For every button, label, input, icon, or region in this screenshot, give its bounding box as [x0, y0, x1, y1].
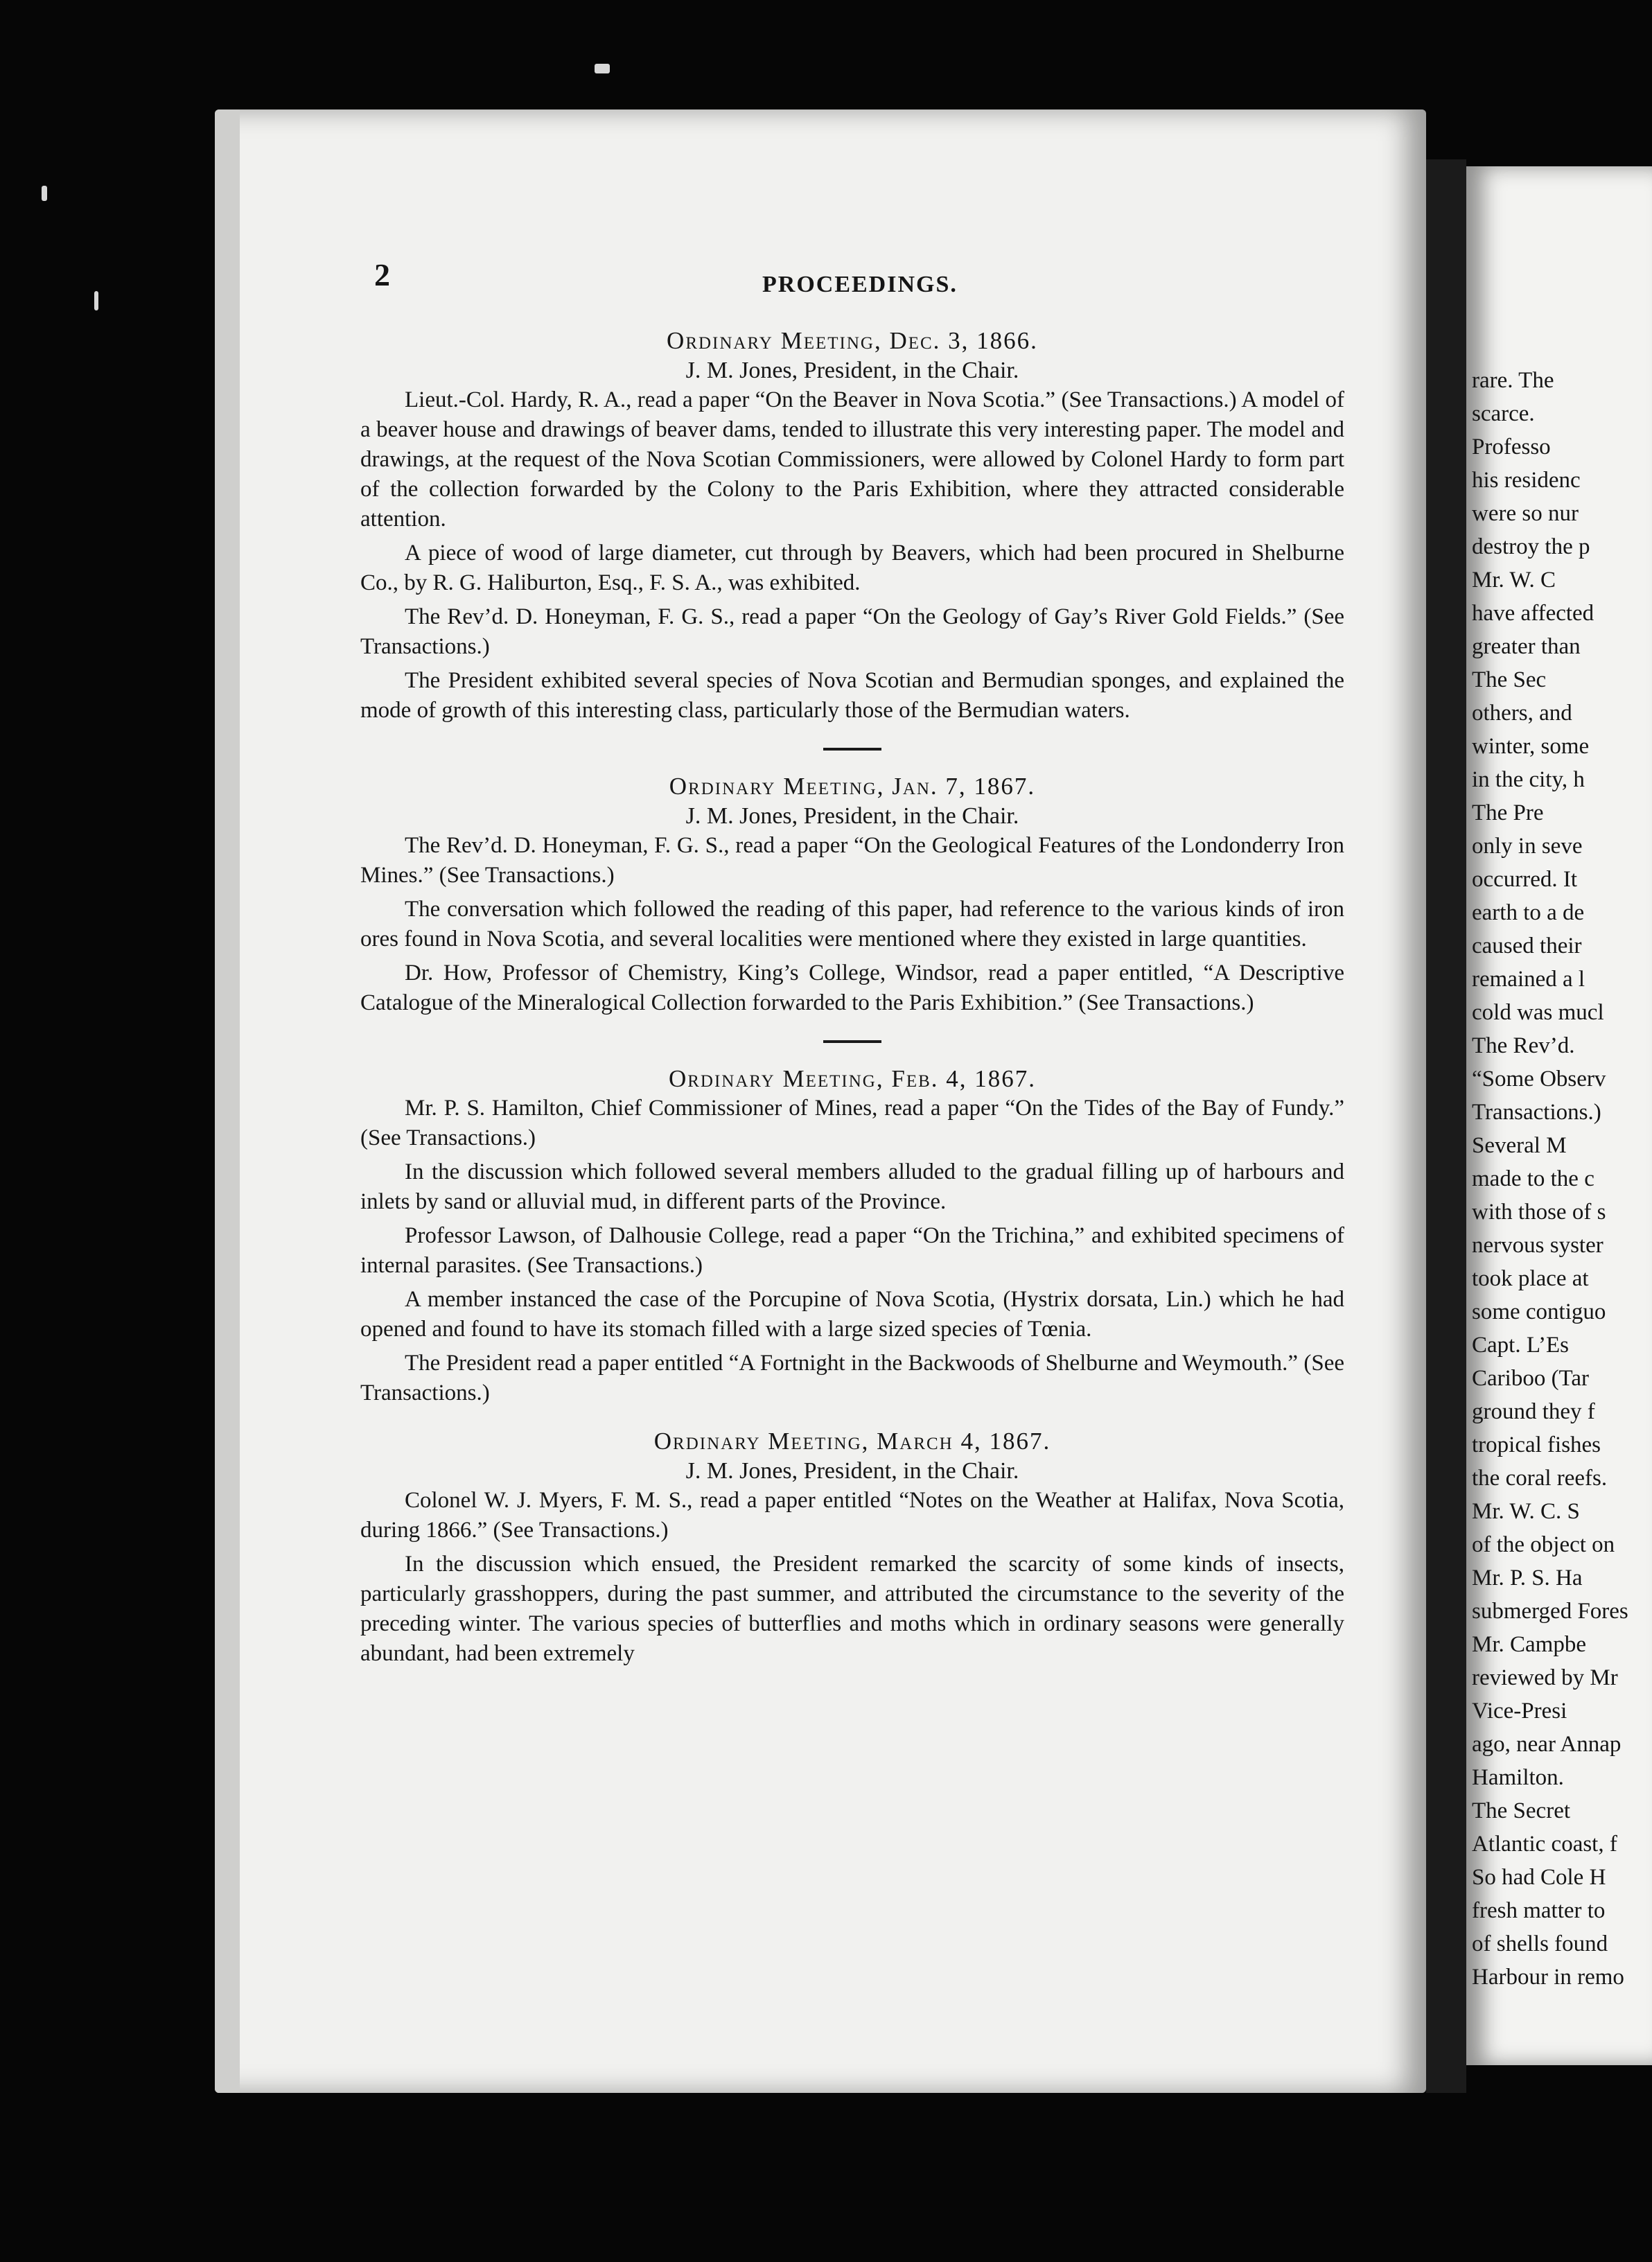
meeting-heading: Ordinary Meeting, Feb. 4, 1867.: [668, 1065, 1037, 1092]
meeting-section: [360, 1064, 1344, 1408]
text-line: earth to a de: [1472, 900, 1585, 925]
paragraph: A member instanced the case of the Porcupine of Nova Scotia, (Hystrix dorsata, Lin.) which he had opened and found to have its stomach filled with a large sized species of Tœnia.: [360, 1287, 1344, 1342]
text-line: destroy the p: [1472, 534, 1590, 559]
text-line: The Sec: [1472, 667, 1547, 692]
paragraph: In the discussion which ensued, the President remarked the scarcity of some kinds of insects, particularly grasshoppers, during the past summer, and attributed the circumstance to the severity of the preceding winter. The various species of butterflies and moths which in ordinary seasons were generally abundant, had been extremely: [360, 1552, 1344, 1666]
text-line: ground they f: [1472, 1399, 1595, 1424]
paragraph: Colonel W. J. Myers, F. M. S., read a paper entitled “Notes on the Weather at Halifax, Nova Scotia, during 1866.” (See Transactions.): [360, 1488, 1344, 1543]
text-line: Capt. L’Es: [1472, 1333, 1569, 1358]
text-line: Professo: [1472, 435, 1551, 459]
text-line: nervous syster: [1472, 1233, 1603, 1258]
text-line: made to the c: [1472, 1166, 1594, 1191]
text-line: Harbour in remo: [1472, 1965, 1624, 1990]
text-line: some contiguo: [1472, 1299, 1606, 1324]
text-line: tropical fishes: [1472, 1432, 1601, 1457]
text-line: in the city, h: [1472, 767, 1585, 792]
text-line: rare. The: [1472, 368, 1554, 393]
meeting-section: [360, 1426, 1344, 1669]
text-line: have affected: [1472, 601, 1594, 626]
paragraph: Lieut.-Col. Hardy, R. A., read a paper “On the Beaver in Nova Scotia.” (See Transactions.) A model of a beaver house and drawings of beaver dams, tended to illustrate this very interesting paper. The model and drawings, at the request of the Nova Scotian Commissioners, were allowed by Colonel Hardy to form part of the collection forwarded by the Colony to the Paris Exhibition, where they attracted considerable attention.: [360, 387, 1344, 532]
text-line: The Pre: [1472, 800, 1544, 825]
text-line: winter, some: [1472, 734, 1590, 759]
text-line: Hamilton.: [1472, 1765, 1564, 1790]
text-line: with those of s: [1472, 1200, 1606, 1225]
chair-line: J. M. Jones, President, in the Chair.: [685, 1458, 1019, 1484]
margin-speck: [42, 186, 47, 201]
text-line: submerged Fores: [1472, 1599, 1628, 1624]
text-line: Atlantic coast, f: [1472, 1832, 1617, 1857]
meeting-section: [360, 326, 1344, 726]
meeting-heading: Ordinary Meeting, Dec. 3, 1866.: [667, 327, 1038, 354]
paragraph: Dr. How, Professor of Chemistry, King’s College, Windsor, read a paper entitled, “A Descriptive Catalogue of the Mineralogical Collection forwarded to the Paris Exhibition.” (See Transactions.): [360, 961, 1344, 1015]
paragraph: The Rev’d. D. Honeyman, F. G. S., read a paper “On the Geology of Gay’s River Gold Fields.” (See Transactions.): [360, 604, 1344, 659]
text-line: Mr. P. S. Ha: [1472, 1566, 1583, 1590]
text-line: others, and: [1472, 701, 1572, 726]
page-number: 2: [374, 257, 390, 292]
text-line: Mr. W. C. S: [1472, 1499, 1580, 1524]
text-line: remained a l: [1472, 967, 1585, 992]
text-line: scarce.: [1472, 401, 1535, 426]
book-gutter: [1426, 159, 1466, 2093]
page-edge: [215, 109, 240, 2093]
section-divider: [823, 748, 881, 751]
section-divider: [823, 1040, 881, 1043]
text-line: of the object on: [1472, 1532, 1615, 1557]
text-line: greater than: [1472, 634, 1581, 659]
text-line: only in seve: [1472, 834, 1583, 859]
paragraph: The President exhibited several species of Nova Scotian and Bermudian sponges, and explained the mode of growth of this interesting class, particularly those of the Bermudian waters.: [360, 668, 1344, 723]
text-line: Vice-Presi: [1472, 1699, 1567, 1724]
left-page-text: [360, 326, 1344, 1673]
meeting-heading: Ordinary Meeting, March 4, 1867.: [653, 1428, 1051, 1455]
text-line: The Secret: [1472, 1798, 1571, 1823]
margin-speck: [94, 291, 98, 310]
page-header: [374, 256, 1358, 305]
meeting-heading: Ordinary Meeting, Jan. 7, 1867.: [669, 773, 1036, 800]
text-line: Cariboo (Tar: [1472, 1366, 1590, 1391]
text-line: So had Cole H: [1472, 1865, 1606, 1890]
paragraph: The Rev’d. D. Honeyman, F. G. S., read a paper “On the Geological Features of the Londonderry Iron Mines.” (See Transactions.): [360, 833, 1344, 888]
running-head: PROCEEDINGS.: [762, 272, 958, 297]
paragraph: A piece of wood of large diameter, cut through by Beavers, which had been procured in Shelburne Co., by R. G. Haliburton, Esq., F. S. A., was exhibited.: [360, 541, 1344, 595]
right-page-text: [1472, 366, 1652, 1996]
text-line: occurred. It: [1472, 867, 1578, 892]
text-line: caused their: [1472, 933, 1582, 958]
text-line: cold was mucl: [1472, 1000, 1604, 1025]
text-line: took place at: [1472, 1266, 1589, 1291]
text-line: “Some Observ: [1472, 1067, 1606, 1091]
text-line: Transactions.): [1472, 1100, 1601, 1125]
text-line: were so nur: [1472, 501, 1579, 526]
paragraph: Professor Lawson, of Dalhousie College, read a paper “On the Trichina,” and exhibited specimens of internal parasites. (See Transactions.): [360, 1223, 1344, 1278]
text-line: Mr. W. C: [1472, 568, 1556, 593]
paragraph: The President read a paper entitled “A Fortnight in the Backwoods of Shelburne and Weymouth.” (See Transactions.): [360, 1351, 1344, 1405]
paragraph: In the discussion which followed several members alluded to the gradual filling up of harbours and inlets by sand or alluvial mud, in different parts of the Province.: [360, 1159, 1344, 1214]
paragraph: The conversation which followed the reading of this paper, had reference to the various kinds of iron ores found in Nova Scotia, and several localities were mentioned where they existed in large quantities.: [360, 897, 1344, 952]
text-line: fresh matter to: [1472, 1898, 1606, 1923]
text-line: reviewed by Mr: [1472, 1665, 1618, 1690]
chair-line: J. M. Jones, President, in the Chair.: [685, 803, 1019, 829]
margin-speck: [595, 64, 610, 73]
text-line: ago, near Annap: [1472, 1732, 1622, 1757]
text-line: the coral reefs.: [1472, 1466, 1608, 1491]
text-line: his residenc: [1472, 468, 1581, 493]
meeting-section: [360, 771, 1344, 1018]
text-line: Several M: [1472, 1133, 1567, 1158]
text-line: The Rev’d.: [1472, 1033, 1575, 1058]
text-line: of shells found: [1472, 1931, 1608, 1956]
paragraph: Mr. P. S. Hamilton, Chief Commissioner of Mines, read a paper “On the Tides of the Bay of Fundy.” (See Transactions.): [360, 1096, 1344, 1150]
chair-line: J. M. Jones, President, in the Chair.: [685, 358, 1019, 383]
text-line: Mr. Campbe: [1472, 1632, 1586, 1657]
